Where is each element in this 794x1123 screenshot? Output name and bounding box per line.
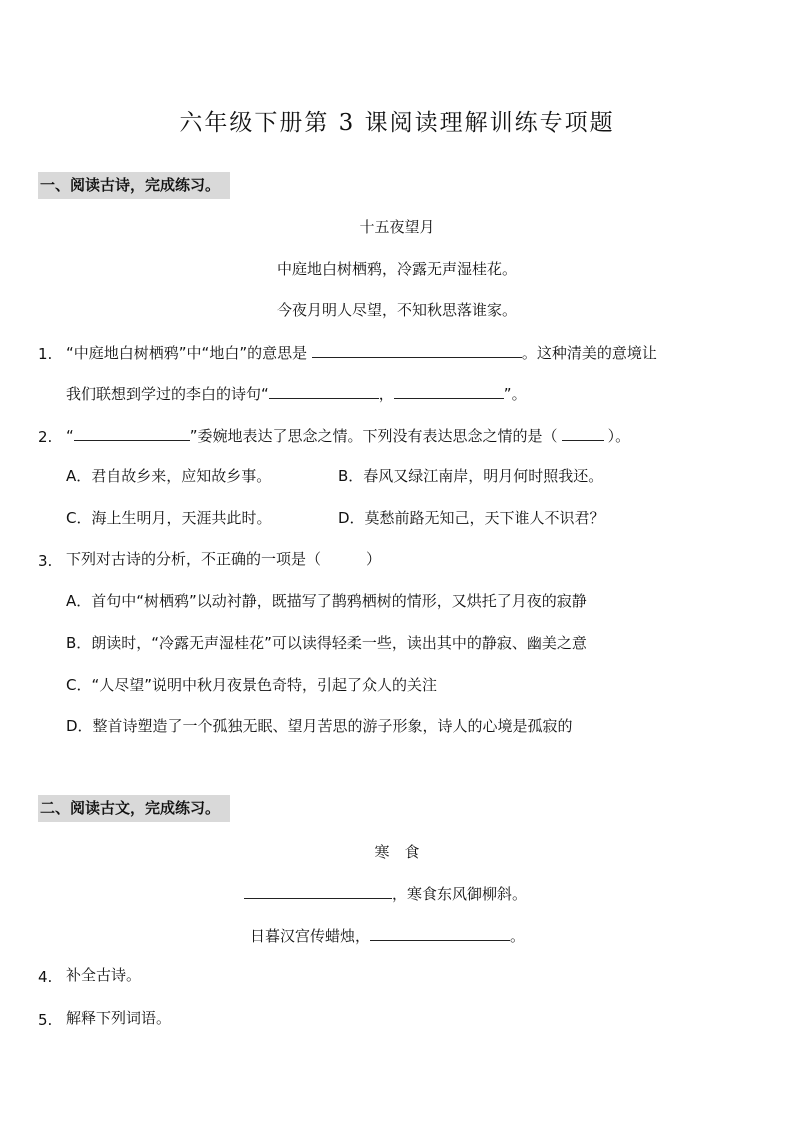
question-4-text: 补全古诗。 bbox=[66, 966, 142, 984]
question-2-option-a: A．君自故乡来，应知故乡事。 bbox=[66, 467, 272, 485]
poem-2-line-2 bbox=[250, 924, 525, 946]
question-2-option-b: B．春风又绿江南岸，明月何时照我还。 bbox=[338, 467, 604, 485]
question-2-option-c: C．海上生明月，天涯共此时。 bbox=[66, 509, 272, 527]
poem-title-1: 十五夜望月 bbox=[359, 218, 435, 236]
question-number-3: 3. bbox=[38, 552, 53, 570]
question-2-option-d: D．莫愁前路无知己，天下谁人不识君？ bbox=[338, 509, 605, 527]
question-1-text-a: “中庭地白树栖鸦”中“地白”的意思是 bbox=[66, 344, 308, 362]
question-number-1: 1. bbox=[38, 345, 53, 363]
question-5-text: 解释下列词语。 bbox=[66, 1009, 172, 1027]
answer-blank-2[interactable] bbox=[269, 382, 379, 399]
page-title: 六年级下册第 3 课阅读理解训练专项题 bbox=[179, 110, 615, 136]
poem-2-line-1-text: ，寒食东风御柳斜。 bbox=[392, 885, 528, 903]
poem-2-line-1 bbox=[244, 882, 527, 904]
question-3-text: 下列对古诗的分析，不正确的一项是（ ） bbox=[66, 550, 382, 568]
question-3-option-b: B．朗读时，“冷露无声湿桂花”可以读得轻柔一些，读出其中的静寂、幽美之意 bbox=[66, 634, 587, 652]
question-2-line bbox=[66, 424, 630, 446]
question-1-text-c: 我们联想到学过的李白的诗句“ bbox=[66, 385, 269, 403]
question-2-text-c: ）。 bbox=[607, 427, 631, 445]
section-header-1: 一、阅读古诗，完成练习。 bbox=[38, 172, 230, 199]
answer-blank-5[interactable] bbox=[562, 424, 604, 441]
question-1-text-d: ， bbox=[378, 385, 394, 403]
question-number-2: 2. bbox=[38, 428, 53, 446]
poem-line-2: 今夜月明人尽望，不知秋思落谁家。 bbox=[276, 301, 517, 319]
question-1-text-e: ”。 bbox=[503, 385, 527, 403]
poem-title-2: 寒 食 bbox=[374, 843, 420, 861]
poem-2-line-2-text: 日暮汉宫传蜡烛， bbox=[250, 927, 371, 945]
question-3-option-d: D．整首诗塑造了一个孤独无眠、望月苦思的游子形象，诗人的心境是孤寂的 bbox=[66, 717, 573, 735]
question-1-line-1 bbox=[66, 341, 657, 363]
question-3-option-c: C．“人尽望”说明中秋月夜景色奇特，引起了众人的关注 bbox=[66, 676, 438, 694]
answer-blank-7[interactable] bbox=[370, 924, 510, 941]
answer-blank-1[interactable] bbox=[312, 341, 522, 358]
question-number-4: 4. bbox=[38, 968, 53, 986]
section-header-2: 二、阅读古文，完成练习。 bbox=[38, 795, 230, 822]
question-1-line-2 bbox=[66, 382, 527, 404]
question-1-text-b: 。这种清美的意境让 bbox=[521, 344, 657, 362]
poem-line-1: 中庭地白树栖鸦，冷露无声湿桂花。 bbox=[276, 260, 517, 278]
question-2-text-b: ”委婉地表达了思念之情。下列没有表达思念之情的是（ bbox=[189, 427, 558, 445]
answer-blank-4[interactable] bbox=[74, 424, 190, 441]
poem-2-line-2-end: 。 bbox=[510, 927, 526, 945]
question-number-5: 5. bbox=[38, 1011, 53, 1029]
answer-blank-6[interactable] bbox=[244, 882, 392, 899]
question-2-text-a: “ bbox=[66, 427, 74, 445]
answer-blank-3[interactable] bbox=[394, 382, 504, 399]
question-3-option-a: A．首句中“树栖鸦”以动衬静，既描写了鹊鸦栖树的情形，又烘托了月夜的寂静 bbox=[66, 592, 587, 610]
